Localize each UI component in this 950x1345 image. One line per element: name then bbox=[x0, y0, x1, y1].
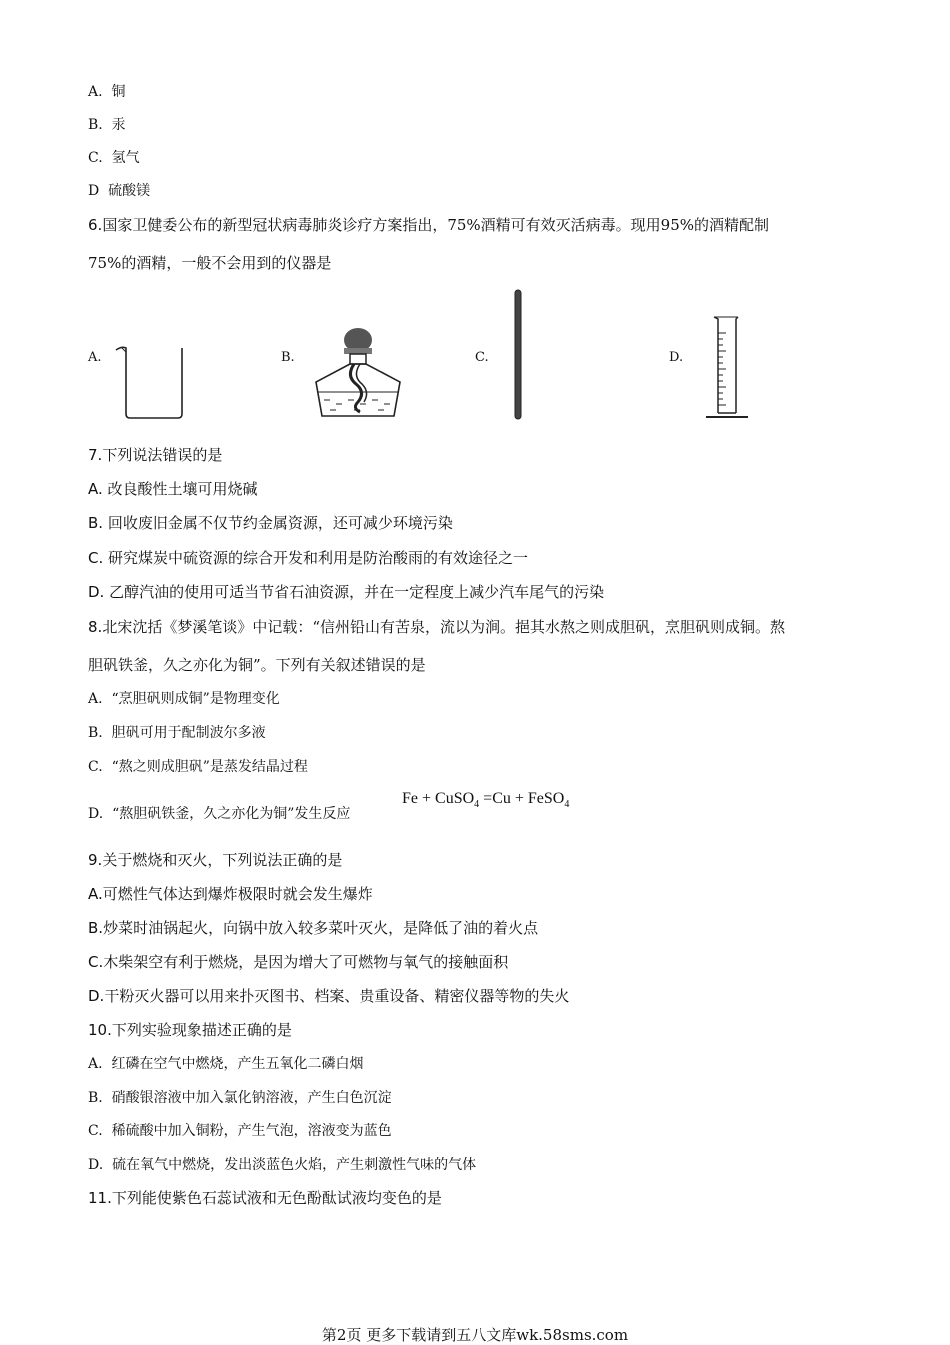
q6-label-a: A. bbox=[88, 350, 102, 365]
q8-option-d: D. “熬胆矾铁釜，久之亦化为铜”发生反应 bbox=[88, 806, 351, 822]
q10-option-d: D. 硫在氧气中燃烧，发出淡蓝色火焰，产生刺激性气味的气体 bbox=[88, 1157, 477, 1173]
q7-option-a: A. 改良酸性土壤可用烧碱 bbox=[88, 480, 258, 498]
q5-option-c: C. 氢气 bbox=[88, 150, 140, 166]
q10-option-b: B. 硝酸银溶液中加入氯化钠溶液，产生白色沉淀 bbox=[88, 1090, 392, 1106]
q5-option-a: A. 铜 bbox=[88, 84, 126, 100]
q10-stem: 10.下列实验现象描述正确的是 bbox=[88, 1021, 292, 1039]
page-footer: 第2页 更多下载请到五八文库wk.58sms.com bbox=[321, 1326, 629, 1344]
q6-stem-line2: 75%的酒精，一般不会用到的仪器是 bbox=[88, 254, 332, 272]
glass-rod-icon bbox=[512, 289, 524, 421]
q7-option-b: B. 回收废旧金属不仅节约金属资源，还可减少环境污染 bbox=[88, 514, 453, 532]
q6-label-c: C. bbox=[475, 350, 489, 365]
q5-option-d: D 硫酸镁 bbox=[88, 183, 151, 199]
q7-option-c: C. 研究煤炭中硫资源的综合开发和利用是防治酸雨的有效途径之一 bbox=[88, 549, 529, 567]
q7-option-d: D. 乙醇汽油的使用可适当节省石油资源，并在一定程度上减少汽车尾气的污染 bbox=[88, 583, 605, 601]
graduated-cylinder-icon bbox=[702, 313, 752, 425]
q9-option-d: D.干粉灭火器可以用来扑灭图书、档案、贵重设备、精密仪器等物的失火 bbox=[88, 987, 570, 1005]
q9-option-a: A.可燃性气体达到爆炸极限时就会发生爆炸 bbox=[88, 885, 373, 903]
beaker-icon bbox=[112, 340, 188, 422]
q8-stem-line1: 8.北宋沈括《梦溪笔谈》中记载：“信州铅山有苦泉，流以为涧。挹其水熬之则成胆矾，烹胆矾则成铜。熬 bbox=[88, 618, 785, 636]
q6-label-b: B. bbox=[281, 350, 295, 365]
q9-option-c: C.木柴架空有利于燃烧，是因为增大了可燃物与氧气的接触面积 bbox=[88, 953, 509, 971]
q10-option-c: C. 稀硫酸中加入铜粉，产生气泡，溶液变为蓝色 bbox=[88, 1123, 392, 1139]
q8-option-c: C. “熬之则成胆矾”是蒸发结晶过程 bbox=[88, 759, 308, 775]
q6-label-d: D. bbox=[669, 350, 684, 365]
q9-option-b: B.炒菜时油锅起火，向锅中放入较多菜叶灭火，是降低了油的着火点 bbox=[88, 919, 539, 937]
q8-option-b: B. 胆矾可用于配制波尔多液 bbox=[88, 725, 266, 741]
alcohol-lamp-icon bbox=[308, 322, 408, 422]
q10-option-a: A. 红磷在空气中燃烧，产生五氧化二磷白烟 bbox=[88, 1056, 364, 1072]
q9-stem: 9.关于燃烧和灭火，下列说法正确的是 bbox=[88, 851, 343, 869]
q11-stem: 11.下列能使紫色石蕊试液和无色酚酞试液均变色的是 bbox=[88, 1189, 442, 1207]
q8-stem-line2: 胆矾铁釜，久之亦化为铜”。下列有关叙述错误的是 bbox=[88, 656, 426, 674]
reaction-equation: Fe + CuSO$_4$ =Cu + FeSO$_4$ bbox=[402, 790, 570, 811]
q5-option-b: B. 汞 bbox=[88, 117, 126, 133]
q8-option-a: A. “烹胆矾则成铜”是物理变化 bbox=[88, 691, 280, 707]
q7-stem: 7.下列说法错误的是 bbox=[88, 446, 223, 464]
q6-stem-line1: 6.国家卫健委公布的新型冠状病毒肺炎诊疗方案指出，75%酒精可有效灭活病毒。现用95%的酒精配制 bbox=[88, 216, 769, 234]
